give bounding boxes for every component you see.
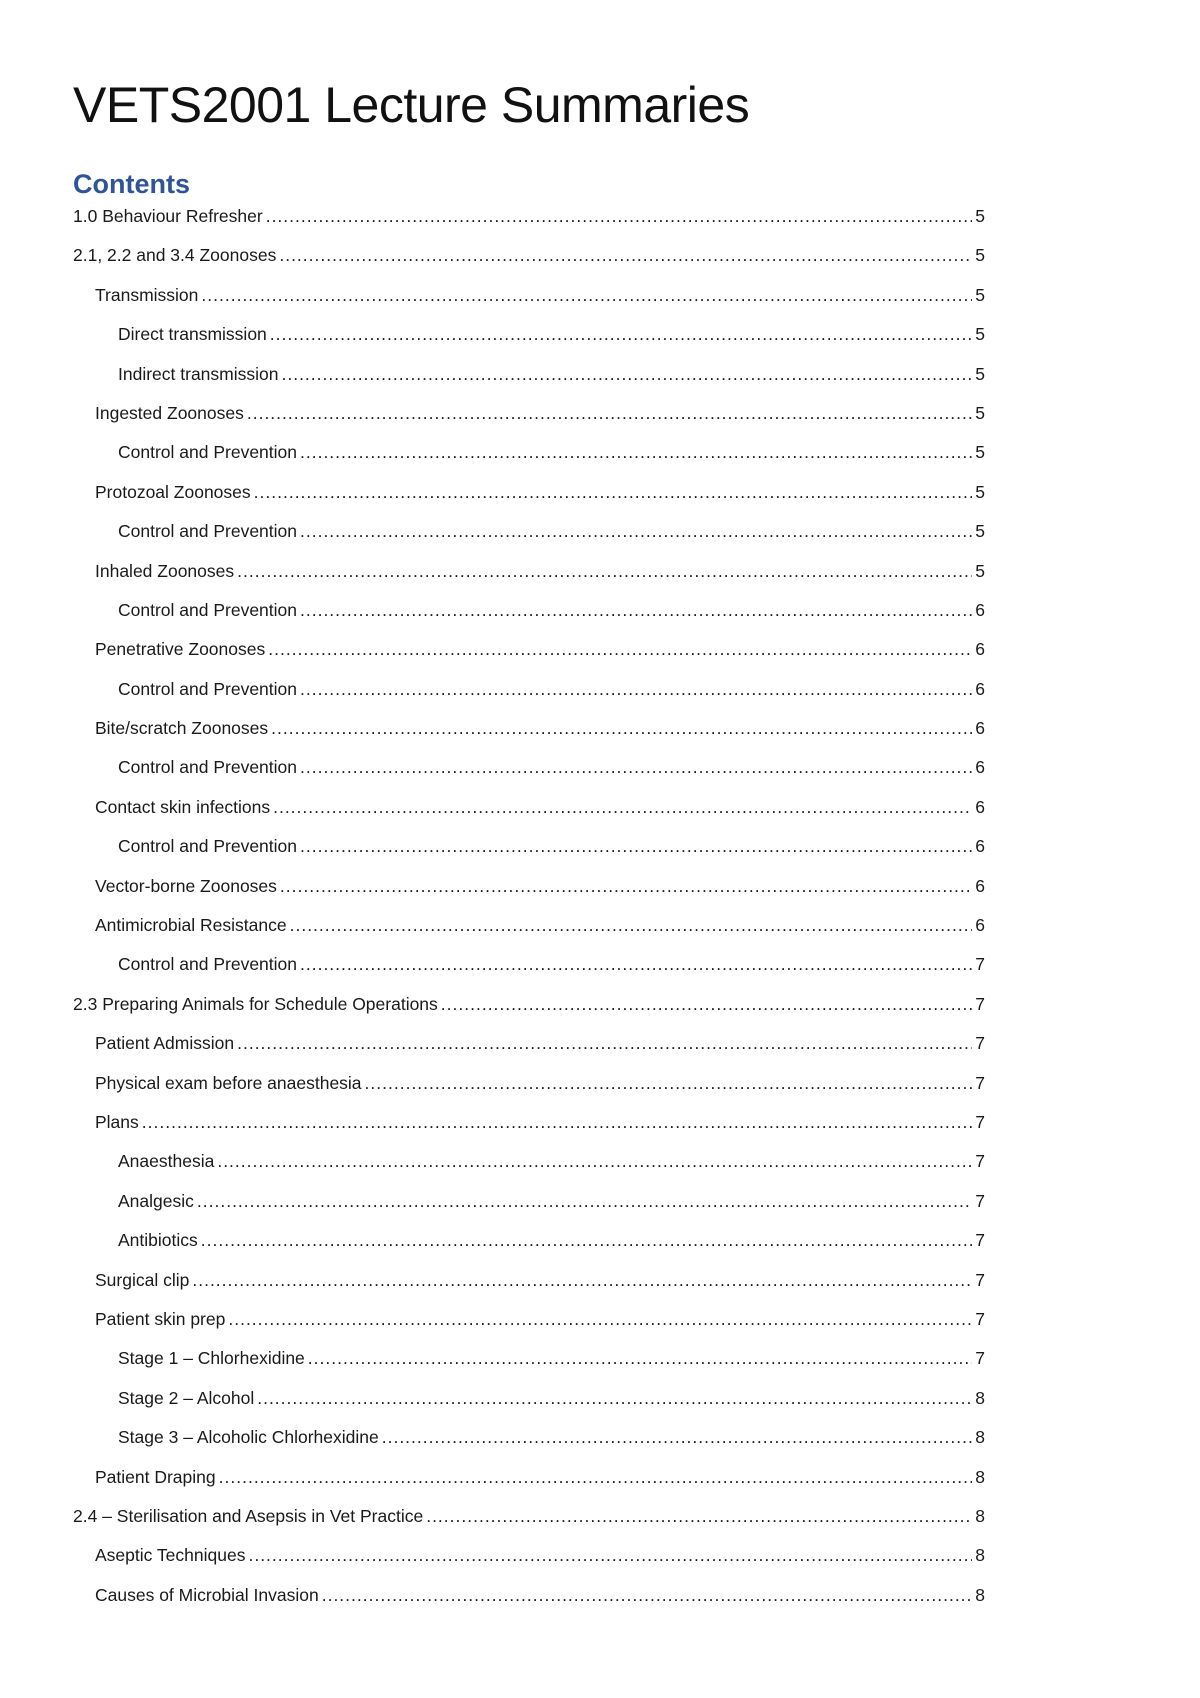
toc-entry[interactable] bbox=[73, 1506, 985, 1545]
toc-entry[interactable] bbox=[73, 561, 985, 600]
toc-entry-title: Contact skin infections bbox=[95, 796, 271, 817]
toc-entry[interactable] bbox=[73, 1467, 985, 1506]
toc-entry-title: Analgesic bbox=[118, 1190, 194, 1211]
toc-entry[interactable] bbox=[73, 797, 985, 836]
toc-dot-leader bbox=[281, 364, 972, 385]
toc-entry[interactable] bbox=[73, 521, 985, 560]
toc-dot-leader bbox=[217, 1151, 972, 1172]
toc-dot-leader bbox=[268, 639, 972, 660]
toc-page-number: 8 bbox=[975, 1545, 985, 1566]
toc-page-number: 7 bbox=[975, 1348, 985, 1369]
toc-page-number: 7 bbox=[975, 1269, 985, 1290]
toc-entry-title: Inhaled Zoonoses bbox=[95, 560, 235, 581]
toc-page-number: 8 bbox=[975, 1466, 985, 1487]
toc-entry-title: Ingested Zoonoses bbox=[95, 402, 244, 423]
toc-entry[interactable] bbox=[73, 1545, 985, 1584]
toc-page-number: 5 bbox=[975, 402, 985, 423]
toc-page-number: 7 bbox=[975, 1190, 985, 1211]
toc-page-number: 7 bbox=[975, 1111, 985, 1132]
table-of-contents bbox=[73, 206, 985, 1624]
toc-dot-leader bbox=[197, 1191, 972, 1212]
toc-entry-title: Aseptic Techniques bbox=[95, 1545, 246, 1566]
toc-page-number: 6 bbox=[975, 915, 985, 936]
toc-dot-leader bbox=[142, 1112, 972, 1133]
toc-page-number: 5 bbox=[975, 442, 985, 463]
toc-entry[interactable] bbox=[73, 639, 985, 678]
toc-entry[interactable] bbox=[73, 954, 985, 993]
contents-heading: Contents bbox=[73, 169, 190, 199]
toc-page-number: 7 bbox=[975, 1151, 985, 1172]
toc-page-number: 5 bbox=[975, 324, 985, 345]
toc-entry-title: Control and Prevention bbox=[118, 757, 297, 778]
toc-entry-title: Indirect transmission bbox=[118, 363, 279, 384]
toc-entry[interactable] bbox=[73, 757, 985, 796]
toc-page-number: 6 bbox=[975, 875, 985, 896]
toc-page-number: 5 bbox=[975, 363, 985, 384]
toc-dot-leader bbox=[201, 1230, 972, 1251]
toc-entry[interactable] bbox=[73, 285, 985, 324]
toc-page-number: 7 bbox=[975, 1230, 985, 1251]
toc-dot-leader bbox=[300, 679, 972, 700]
toc-entry-title: Transmission bbox=[95, 284, 199, 305]
toc-page-number: 5 bbox=[975, 521, 985, 542]
toc-entry[interactable] bbox=[73, 1348, 985, 1387]
toc-entry[interactable] bbox=[73, 1151, 985, 1190]
toc-dot-leader bbox=[273, 797, 972, 818]
toc-page-number: 5 bbox=[975, 481, 985, 502]
toc-page-number: 7 bbox=[975, 1072, 985, 1093]
toc-entry[interactable] bbox=[73, 245, 985, 284]
toc-entry-title: Antibiotics bbox=[118, 1230, 198, 1251]
toc-page-number: 5 bbox=[975, 206, 985, 226]
toc-entry[interactable] bbox=[73, 442, 985, 481]
toc-page-number: 6 bbox=[975, 718, 985, 739]
toc-page-number: 8 bbox=[975, 1387, 985, 1408]
toc-page-number: 5 bbox=[975, 245, 985, 266]
toc-entry-title: Patient Admission bbox=[95, 1033, 235, 1054]
toc-entry-title: Plans bbox=[95, 1111, 139, 1132]
toc-entry-title: Control and Prevention bbox=[118, 599, 297, 620]
toc-dot-leader bbox=[237, 561, 972, 582]
toc-page-number: 6 bbox=[975, 678, 985, 699]
toc-entry[interactable] bbox=[73, 403, 985, 442]
toc-entry[interactable] bbox=[73, 1112, 985, 1151]
toc-page-number: 5 bbox=[975, 284, 985, 305]
toc-dot-leader bbox=[270, 324, 972, 345]
toc-dot-leader bbox=[257, 1388, 972, 1409]
toc-dot-leader bbox=[300, 757, 972, 778]
toc-page-number: 6 bbox=[975, 836, 985, 857]
toc-dot-leader bbox=[266, 206, 972, 227]
toc-entry-title: 2.4 – Sterilisation and Asepsis in Vet Practice bbox=[73, 1505, 424, 1526]
toc-entry-title: Surgical clip bbox=[95, 1269, 190, 1290]
toc-entry-title: 1.0 Behaviour Refresher bbox=[73, 206, 263, 226]
toc-entry[interactable] bbox=[73, 876, 985, 915]
toc-entry-title: Patient skin prep bbox=[95, 1308, 226, 1329]
toc-dot-leader bbox=[441, 994, 972, 1015]
toc-entry-title: Physical exam before anaesthesia bbox=[95, 1072, 362, 1093]
toc-entry[interactable] bbox=[73, 679, 985, 718]
toc-entry[interactable] bbox=[73, 915, 985, 954]
toc-page-number: 7 bbox=[975, 1308, 985, 1329]
toc-entry[interactable] bbox=[73, 836, 985, 875]
toc-dot-leader bbox=[280, 876, 972, 897]
toc-entry-title: Stage 1 – Chlorhexidine bbox=[118, 1348, 305, 1369]
toc-entry-title: Vector-borne Zoonoses bbox=[95, 875, 277, 896]
toc-entry-title: Anaesthesia bbox=[118, 1151, 215, 1172]
toc-dot-leader bbox=[279, 245, 972, 266]
toc-entry[interactable] bbox=[73, 1270, 985, 1309]
toc-dot-leader bbox=[201, 285, 972, 306]
toc-entry-title: Antimicrobial Resistance bbox=[95, 915, 287, 936]
toc-entry[interactable] bbox=[73, 1230, 985, 1269]
toc-entry-title: Stage 2 – Alcohol bbox=[118, 1387, 255, 1408]
toc-entry-title: Control and Prevention bbox=[118, 836, 297, 857]
toc-dot-leader bbox=[254, 482, 972, 503]
toc-entry[interactable] bbox=[73, 1073, 985, 1112]
toc-entry-title: Control and Prevention bbox=[118, 954, 297, 975]
toc-dot-leader bbox=[300, 600, 972, 621]
toc-entry[interactable] bbox=[73, 994, 985, 1033]
toc-entry-title: Causes of Microbial Invasion bbox=[95, 1584, 319, 1605]
toc-dot-leader bbox=[426, 1506, 972, 1527]
toc-dot-leader bbox=[382, 1427, 972, 1448]
toc-entry[interactable] bbox=[73, 324, 985, 363]
toc-entry-title: Direct transmission bbox=[118, 324, 267, 345]
toc-entry-title: Control and Prevention bbox=[118, 678, 297, 699]
toc-entry-title: 2.3 Preparing Animals for Schedule Operations bbox=[73, 993, 438, 1014]
toc-dot-leader bbox=[219, 1467, 972, 1488]
toc-dot-leader bbox=[300, 442, 972, 463]
toc-dot-leader bbox=[308, 1348, 972, 1369]
toc-entry-title: Penetrative Zoonoses bbox=[95, 639, 266, 660]
document-title: VETS2001 Lecture Summaries bbox=[73, 77, 750, 133]
toc-entry[interactable] bbox=[73, 1309, 985, 1348]
toc-entry[interactable] bbox=[73, 1033, 985, 1072]
toc-page-number: 7 bbox=[975, 954, 985, 975]
toc-entry[interactable] bbox=[73, 1427, 985, 1466]
toc-dot-leader bbox=[290, 915, 972, 936]
toc-dot-leader bbox=[237, 1033, 972, 1054]
toc-dot-leader bbox=[322, 1585, 972, 1606]
toc-dot-leader bbox=[300, 954, 972, 975]
toc-entry[interactable] bbox=[73, 1191, 985, 1230]
toc-page-number: 6 bbox=[975, 639, 985, 660]
toc-entry-title: 2.1, 2.2 and 3.4 Zoonoses bbox=[73, 245, 277, 266]
toc-entry-title: Stage 3 – Alcoholic Chlorhexidine bbox=[118, 1427, 379, 1448]
toc-page-number: 8 bbox=[975, 1427, 985, 1448]
toc-page-number: 6 bbox=[975, 599, 985, 620]
toc-entry-title: Control and Prevention bbox=[118, 442, 297, 463]
toc-entry[interactable] bbox=[73, 482, 985, 521]
toc-entry[interactable] bbox=[73, 364, 985, 403]
toc-entry-title: Protozoal Zoonoses bbox=[95, 481, 251, 502]
toc-dot-leader bbox=[228, 1309, 972, 1330]
toc-page-number: 7 bbox=[975, 993, 985, 1014]
toc-dot-leader bbox=[192, 1270, 972, 1291]
toc-entry-title: Control and Prevention bbox=[118, 521, 297, 542]
toc-entry-title: Bite/scratch Zoonoses bbox=[95, 718, 269, 739]
toc-page-number: 7 bbox=[975, 1033, 985, 1054]
toc-entry[interactable] bbox=[73, 1388, 985, 1427]
toc-page-number: 5 bbox=[975, 560, 985, 581]
toc-page-number: 8 bbox=[975, 1505, 985, 1526]
toc-entry[interactable] bbox=[73, 718, 985, 757]
toc-page-number: 8 bbox=[975, 1584, 985, 1605]
toc-dot-leader bbox=[271, 718, 972, 739]
toc-page-number: 6 bbox=[975, 757, 985, 778]
toc-entry[interactable] bbox=[73, 600, 985, 639]
toc-dot-leader bbox=[300, 521, 972, 542]
toc-dot-leader bbox=[248, 1545, 972, 1566]
toc-dot-leader bbox=[300, 836, 972, 857]
toc-dot-leader bbox=[247, 403, 972, 424]
toc-entry[interactable] bbox=[73, 206, 985, 245]
toc-page-number: 6 bbox=[975, 796, 985, 817]
toc-dot-leader bbox=[365, 1073, 972, 1094]
toc-entry-title: Patient Draping bbox=[95, 1466, 216, 1487]
toc-entry[interactable] bbox=[73, 1585, 985, 1624]
